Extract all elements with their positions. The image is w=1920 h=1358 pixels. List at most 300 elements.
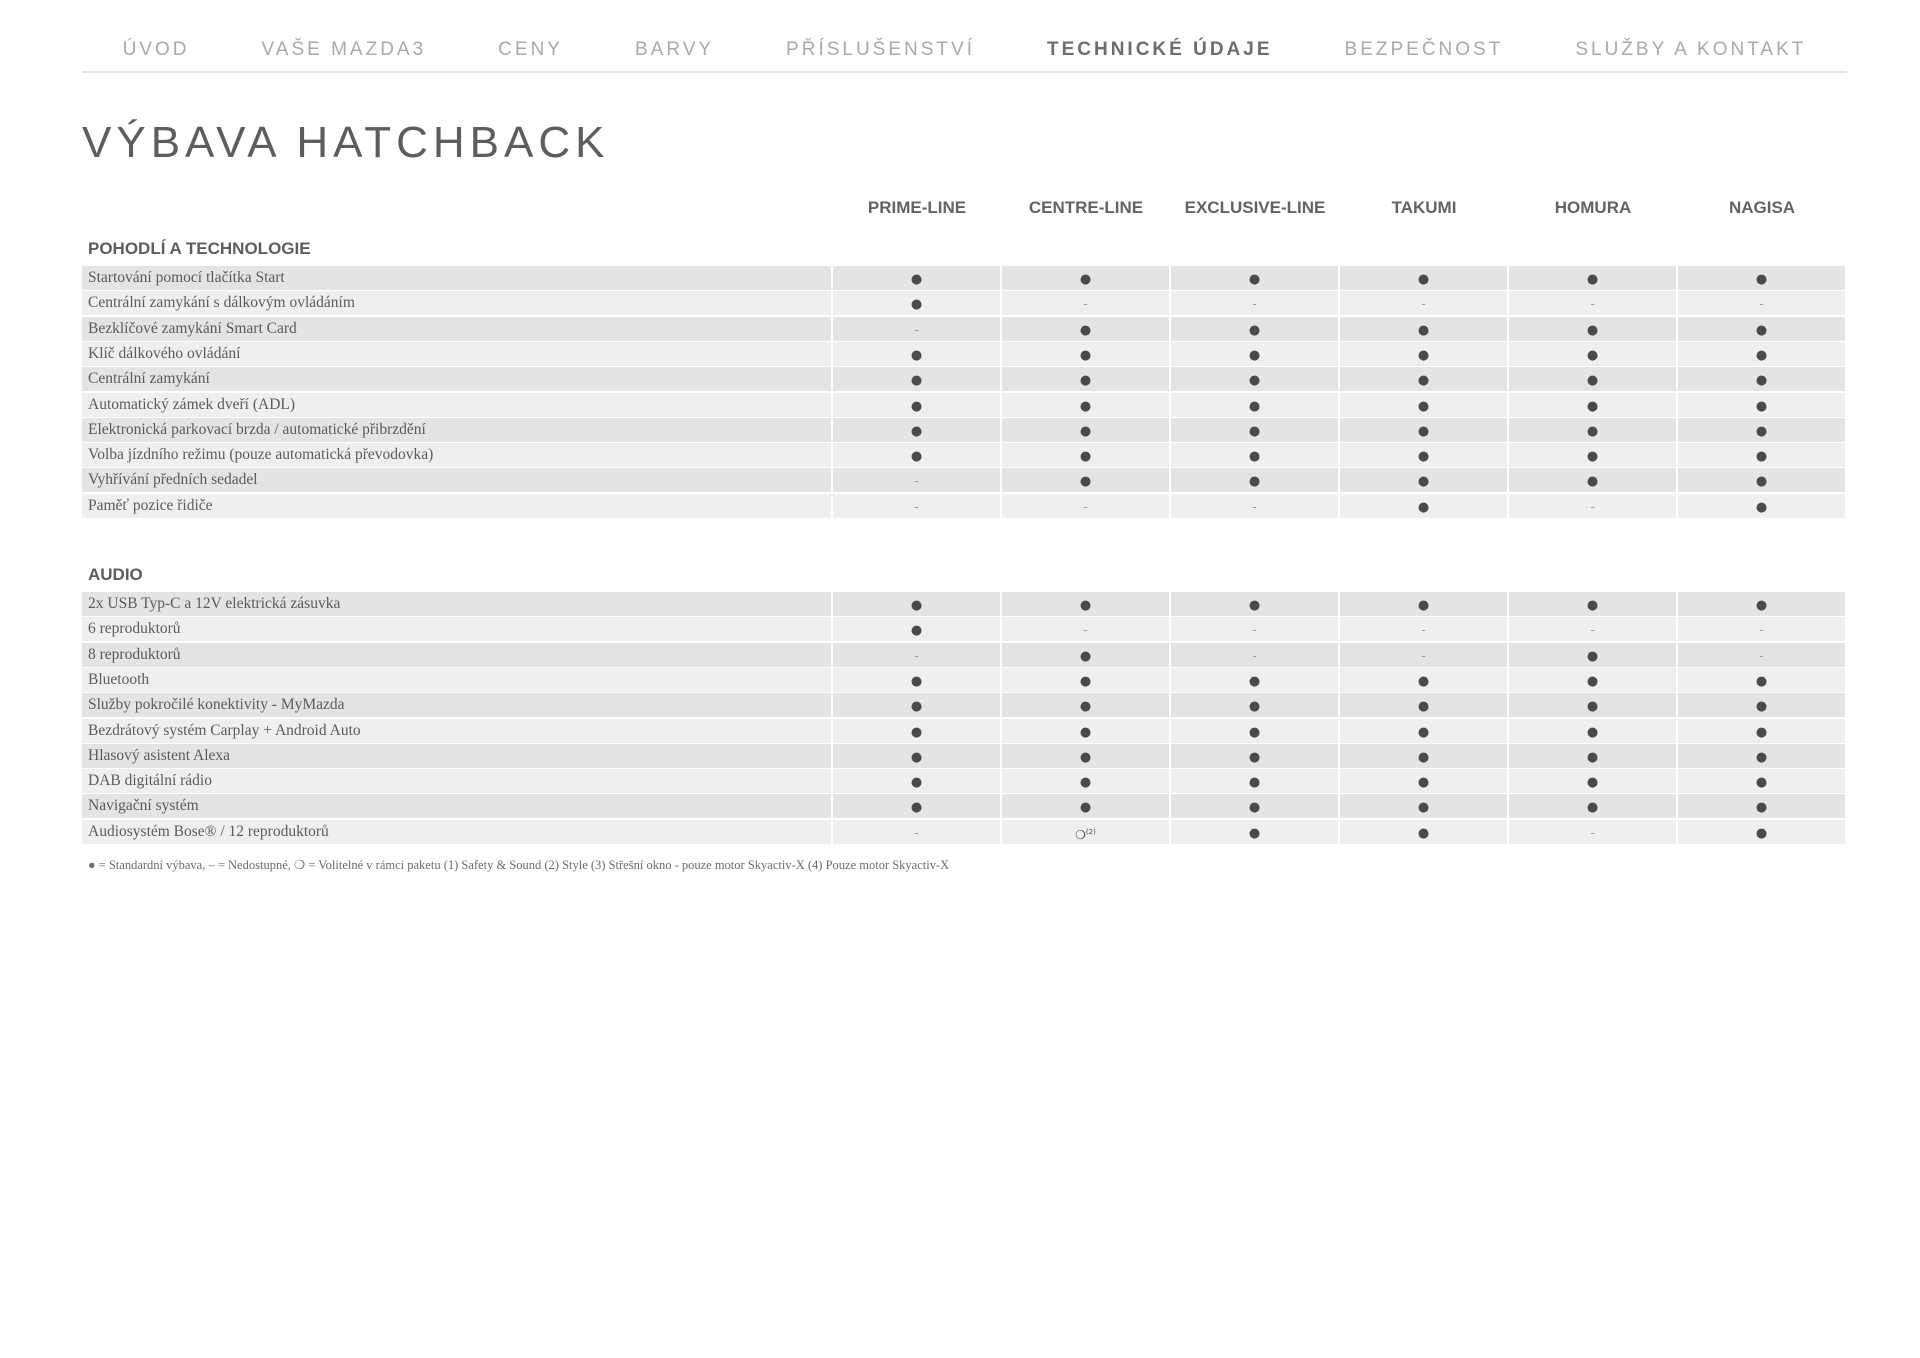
- standard-mark: [1340, 769, 1507, 793]
- filled-dot-icon: ●: [1079, 398, 1092, 414]
- filled-dot-icon: ●: [1586, 373, 1599, 389]
- filled-dot-icon: ●: [1079, 673, 1092, 689]
- unavailable-mark: [1002, 494, 1169, 518]
- standard-mark: [1340, 443, 1507, 467]
- standard-mark: [1002, 693, 1169, 717]
- standard-mark: [1678, 744, 1845, 768]
- filled-dot-icon: ●: [1755, 423, 1768, 439]
- standard-mark: [1509, 468, 1676, 492]
- dash-icon: -: [1252, 499, 1257, 514]
- standard-mark: [1002, 719, 1169, 743]
- standard-mark: [1678, 494, 1845, 518]
- unavailable-mark: [1509, 617, 1676, 641]
- filled-dot-icon: ●: [1248, 800, 1261, 816]
- filled-dot-icon: ●: [1586, 398, 1599, 414]
- row-label: Bluetooth: [82, 668, 831, 692]
- filled-dot-icon: ●: [1248, 322, 1261, 338]
- standard-mark: [833, 693, 1000, 717]
- table-row: [82, 494, 1847, 518]
- standard-mark: [1171, 317, 1338, 341]
- standard-mark: [1340, 393, 1507, 417]
- table-row: [82, 342, 1847, 366]
- filled-dot-icon: ●: [1248, 398, 1261, 414]
- filled-dot-icon: ●: [1248, 423, 1261, 439]
- filled-dot-icon: ●: [1248, 749, 1261, 765]
- standard-mark: [1171, 693, 1338, 717]
- page-title: VÝBAVA HATCHBACK: [82, 118, 610, 167]
- row-label: Automatický zámek dveří (ADL): [82, 393, 831, 417]
- standard-mark: [1678, 769, 1845, 793]
- standard-mark: [1002, 592, 1169, 616]
- dash-icon: -: [1590, 825, 1595, 840]
- standard-mark: [833, 291, 1000, 315]
- filled-dot-icon: ●: [1248, 598, 1261, 613]
- column-header-centre-line: CENTRE-LINE: [1028, 198, 1144, 217]
- filled-dot-icon: ●: [1079, 347, 1092, 363]
- filled-dot-icon: ●: [1248, 272, 1261, 287]
- column-headers: [82, 198, 1847, 224]
- standard-mark: [833, 744, 1000, 768]
- filled-dot-icon: ●: [1755, 699, 1768, 715]
- filled-dot-icon: ●: [1248, 373, 1261, 389]
- filled-dot-icon: ●: [1079, 373, 1092, 389]
- unavailable-mark: [1509, 291, 1676, 315]
- nav-item-barvy[interactable]: BARVY: [634, 38, 715, 60]
- filled-dot-icon: ●: [1079, 598, 1092, 613]
- filled-dot-icon: ●: [1417, 322, 1430, 338]
- section-title: AUDIO: [88, 565, 143, 584]
- standard-mark: [1678, 266, 1845, 290]
- filled-dot-icon: ●: [1248, 724, 1261, 740]
- section-title: POHODLÍ A TECHNOLOGIE: [88, 239, 311, 258]
- filled-dot-icon: ●: [1248, 775, 1261, 791]
- standard-mark: [1002, 367, 1169, 391]
- filled-dot-icon: ●: [1586, 474, 1599, 490]
- filled-dot-icon: ●: [1248, 673, 1261, 689]
- dash-icon: -: [1083, 499, 1088, 514]
- filled-dot-icon: ●: [1586, 272, 1599, 287]
- filled-dot-icon: ●: [910, 297, 923, 313]
- row-label: Navigační systém: [82, 794, 831, 818]
- standard-mark: [833, 794, 1000, 818]
- dash-icon: -: [1759, 648, 1764, 663]
- filled-dot-icon: ●: [1079, 699, 1092, 715]
- standard-mark: [833, 443, 1000, 467]
- unavailable-mark: [1171, 643, 1338, 667]
- unavailable-mark: [1171, 291, 1338, 315]
- filled-dot-icon: ●: [1417, 775, 1430, 791]
- dash-icon: -: [1759, 297, 1764, 312]
- filled-dot-icon: ●: [1755, 800, 1768, 816]
- standard-mark: [1171, 794, 1338, 818]
- dash-icon: -: [914, 322, 919, 337]
- standard-mark: [1171, 719, 1338, 743]
- filled-dot-icon: ●: [1417, 474, 1430, 490]
- standard-mark: [1340, 693, 1507, 717]
- standard-mark: [1340, 719, 1507, 743]
- standard-mark: [1509, 393, 1676, 417]
- filled-dot-icon: ●: [1417, 673, 1430, 689]
- row-label: Hlasový asistent Alexa: [82, 744, 831, 768]
- dash-icon: -: [1759, 623, 1764, 638]
- standard-mark: [833, 266, 1000, 290]
- standard-mark: [1678, 317, 1845, 341]
- standard-mark: [1171, 668, 1338, 692]
- table-row: [82, 617, 1847, 641]
- nav-item-ceny[interactable]: CENY: [498, 38, 563, 60]
- standard-mark: [1002, 342, 1169, 366]
- row-label: 6 reproduktorů: [82, 617, 831, 641]
- filled-dot-icon: ●: [1248, 825, 1261, 841]
- filled-dot-icon: ●: [1079, 449, 1092, 465]
- dash-icon: -: [914, 499, 919, 514]
- unavailable-mark: [1509, 494, 1676, 518]
- row-label: Centrální zamykání: [82, 367, 831, 391]
- standard-mark: [1002, 668, 1169, 692]
- filled-dot-icon: ●: [1079, 423, 1092, 439]
- dash-icon: -: [1083, 297, 1088, 312]
- standard-mark: [833, 617, 1000, 641]
- filled-dot-icon: ●: [1755, 775, 1768, 791]
- filled-dot-icon: ●: [1586, 699, 1599, 715]
- row-label: Audiosystém Bose® / 12 reproduktorů: [82, 820, 831, 844]
- dash-icon: -: [1421, 623, 1426, 638]
- table-row: [82, 592, 1847, 616]
- unavailable-mark: [833, 494, 1000, 518]
- standard-mark: [833, 769, 1000, 793]
- filled-dot-icon: ●: [1755, 347, 1768, 363]
- table-row: [82, 719, 1847, 743]
- table-row: [82, 393, 1847, 417]
- filled-dot-icon: ●: [1586, 322, 1599, 338]
- dash-icon: -: [1252, 648, 1257, 663]
- dash-icon: -: [1590, 623, 1595, 638]
- filled-dot-icon: ●: [1755, 724, 1768, 740]
- standard-mark: [1509, 317, 1676, 341]
- standard-mark: [1678, 342, 1845, 366]
- standard-mark: [1002, 744, 1169, 768]
- column-header-homura: HOMURA: [1554, 198, 1632, 217]
- nav-item-vaše-mazda3[interactable]: VAŠE MAZDA3: [261, 38, 427, 60]
- filled-dot-icon: ●: [1755, 598, 1768, 613]
- row-label: Klíč dálkového ovládání: [82, 342, 831, 366]
- optional-mark: [1002, 820, 1169, 844]
- filled-dot-icon: ●: [1079, 749, 1092, 765]
- standard-mark: [1171, 820, 1338, 844]
- filled-dot-icon: ●: [1586, 648, 1599, 664]
- standard-mark: [1509, 367, 1676, 391]
- filled-dot-icon: ●: [1586, 347, 1599, 363]
- top-navigation: [82, 28, 1847, 73]
- dash-icon: -: [914, 474, 919, 489]
- standard-mark: [1340, 744, 1507, 768]
- standard-mark: [1509, 443, 1676, 467]
- unavailable-mark: [1340, 643, 1507, 667]
- row-label: Centrální zamykání s dálkovým ovládáním: [82, 291, 831, 315]
- unavailable-mark: [1171, 494, 1338, 518]
- filled-dot-icon: ●: [1755, 449, 1768, 465]
- standard-mark: [1340, 317, 1507, 341]
- standard-mark: [1340, 794, 1507, 818]
- standard-mark: [1678, 443, 1845, 467]
- filled-dot-icon: ●: [1586, 800, 1599, 816]
- row-label: 8 reproduktorů: [82, 643, 831, 667]
- standard-mark: [1509, 592, 1676, 616]
- table-row: [82, 418, 1847, 442]
- filled-dot-icon: ●: [1248, 474, 1261, 490]
- dash-icon: -: [1252, 297, 1257, 312]
- standard-mark: [1171, 769, 1338, 793]
- filled-dot-icon: ●: [910, 398, 923, 414]
- standard-mark: [1340, 418, 1507, 442]
- filled-dot-icon: ●: [1755, 499, 1768, 515]
- unavailable-mark: [1340, 617, 1507, 641]
- filled-dot-icon: ●: [1755, 322, 1768, 338]
- standard-mark: [1002, 794, 1169, 818]
- dash-icon: -: [914, 648, 919, 663]
- standard-mark: [833, 367, 1000, 391]
- package-reference: (2): [1085, 827, 1096, 836]
- unavailable-mark: [1678, 291, 1845, 315]
- filled-dot-icon: ●: [1755, 749, 1768, 765]
- standard-mark: [1509, 418, 1676, 442]
- standard-mark: [1340, 592, 1507, 616]
- filled-dot-icon: ●: [1586, 449, 1599, 465]
- table-row: [82, 443, 1847, 467]
- filled-dot-icon: ●: [910, 347, 923, 363]
- filled-dot-icon: ●: [1755, 398, 1768, 414]
- table-row: [82, 820, 1847, 844]
- row-label: Elektronická parkovací brzda / automatické přibrzdění: [82, 418, 831, 442]
- standard-mark: [1171, 342, 1338, 366]
- unavailable-mark: [1002, 291, 1169, 315]
- standard-mark: [1340, 342, 1507, 366]
- standard-mark: [1678, 468, 1845, 492]
- standard-mark: [1002, 468, 1169, 492]
- standard-mark: [1002, 643, 1169, 667]
- filled-dot-icon: ●: [910, 449, 923, 465]
- standard-mark: [1678, 393, 1845, 417]
- filled-dot-icon: ●: [1417, 749, 1430, 765]
- table-row: [82, 468, 1847, 492]
- standard-mark: [1171, 367, 1338, 391]
- filled-dot-icon: ●: [1079, 322, 1092, 338]
- filled-dot-icon: ●: [1417, 724, 1430, 740]
- filled-dot-icon: ●: [1417, 347, 1430, 363]
- standard-mark: [1171, 393, 1338, 417]
- column-header-takumi: TAKUMI: [1391, 198, 1457, 217]
- table-row: [82, 769, 1847, 793]
- unavailable-mark: [833, 468, 1000, 492]
- filled-dot-icon: ●: [1586, 775, 1599, 791]
- standard-mark: [1340, 820, 1507, 844]
- table-row: [82, 291, 1847, 315]
- standard-mark: [1002, 769, 1169, 793]
- unavailable-mark: [1678, 617, 1845, 641]
- row-label: Startování pomocí tlačítka Start: [82, 266, 831, 290]
- dash-icon: -: [1083, 623, 1088, 638]
- legend-footnote: ● = Standardní výbava, – = Nedostupné, ❍ = Volitelné v rámci paketu (1) Safety & Sound (2) Style (3) Střešní okno - pouze motor Skyactiv-X (4) Pouze motor Skyactiv-X: [88, 858, 950, 872]
- filled-dot-icon: ●: [1417, 373, 1430, 389]
- row-label: 2x USB Typ-C a 12V elektrická zásuvka: [82, 592, 831, 616]
- filled-dot-icon: ●: [1417, 398, 1430, 414]
- filled-dot-icon: ●: [1248, 699, 1261, 715]
- filled-dot-icon: ●: [910, 598, 923, 613]
- standard-mark: [1171, 592, 1338, 616]
- filled-dot-icon: ●: [1755, 474, 1768, 490]
- filled-dot-icon: ●: [1586, 749, 1599, 765]
- table-row: [82, 744, 1847, 768]
- filled-dot-icon: ●: [910, 373, 923, 389]
- table-row: [82, 643, 1847, 667]
- filled-dot-icon: ●: [1755, 673, 1768, 689]
- row-label: Vyhřívání předních sedadel: [82, 468, 831, 492]
- filled-dot-icon: ●: [910, 673, 923, 689]
- filled-dot-icon: ●: [1417, 598, 1430, 613]
- standard-mark: [833, 393, 1000, 417]
- standard-mark: [1678, 418, 1845, 442]
- filled-dot-icon: ●: [910, 800, 923, 816]
- standard-mark: [1678, 367, 1845, 391]
- unavailable-mark: [833, 820, 1000, 844]
- standard-mark: [1171, 468, 1338, 492]
- dash-icon: -: [1252, 623, 1257, 638]
- filled-dot-icon: ●: [1586, 423, 1599, 439]
- filled-dot-icon: ●: [1755, 272, 1768, 287]
- filled-dot-icon: ●: [1079, 648, 1092, 664]
- table-row: [82, 266, 1847, 290]
- standard-mark: [1171, 744, 1338, 768]
- nav-item-bezpečnost[interactable]: BEZPEČNOST: [1344, 38, 1504, 60]
- unavailable-mark: [833, 317, 1000, 341]
- standard-mark: [1340, 367, 1507, 391]
- row-label: Paměť pozice řidiče: [82, 494, 831, 518]
- dash-icon: -: [1590, 499, 1595, 514]
- standard-mark: [1002, 317, 1169, 341]
- standard-mark: [1509, 342, 1676, 366]
- filled-dot-icon: ●: [1417, 499, 1430, 515]
- standard-mark: [833, 668, 1000, 692]
- nav-item-příslušenství[interactable]: PŘÍSLUŠENSTVÍ: [786, 38, 975, 60]
- unavailable-mark: [1340, 291, 1507, 315]
- standard-mark: [1509, 744, 1676, 768]
- filled-dot-icon: ●: [1079, 800, 1092, 816]
- standard-mark: [1678, 668, 1845, 692]
- column-header-prime-line: PRIME-LINE: [867, 198, 967, 217]
- standard-mark: [1509, 266, 1676, 290]
- table-row: [82, 668, 1847, 692]
- standard-mark: [1509, 693, 1676, 717]
- dash-icon: -: [914, 825, 919, 840]
- standard-mark: [1678, 794, 1845, 818]
- standard-mark: [1340, 468, 1507, 492]
- table-row: [82, 794, 1847, 818]
- row-label: DAB digitální rádio: [82, 769, 831, 793]
- standard-mark: [1002, 266, 1169, 290]
- standard-mark: [1678, 820, 1845, 844]
- row-label: Bezdrátový systém Carplay + Android Auto: [82, 719, 831, 743]
- unavailable-mark: [1678, 643, 1845, 667]
- filled-dot-icon: ●: [1248, 347, 1261, 363]
- row-label: Bezklíčové zamykání Smart Card: [82, 317, 831, 341]
- standard-mark: [1509, 668, 1676, 692]
- dash-icon: -: [1421, 297, 1426, 312]
- filled-dot-icon: ●: [1586, 673, 1599, 689]
- unavailable-mark: [833, 643, 1000, 667]
- filled-dot-icon: ●: [1417, 449, 1430, 465]
- standard-mark: [1509, 719, 1676, 743]
- column-header-nagisa: NAGISA: [1728, 198, 1796, 217]
- filled-dot-icon: ●: [1417, 272, 1430, 287]
- standard-mark: [1002, 393, 1169, 417]
- table-row: [82, 367, 1847, 391]
- standard-mark: [833, 418, 1000, 442]
- filled-dot-icon: ●: [910, 749, 923, 765]
- optional-circle-icon: ❍$^{(2)}$: [1075, 827, 1096, 842]
- filled-dot-icon: ●: [1586, 598, 1599, 613]
- standard-mark: [1171, 418, 1338, 442]
- nav-item-úvod[interactable]: ÚVOD: [122, 38, 190, 60]
- unavailable-mark: [1171, 617, 1338, 641]
- standard-mark: [1171, 266, 1338, 290]
- filled-dot-icon: ●: [1586, 724, 1599, 740]
- dash-icon: -: [1590, 297, 1595, 312]
- standard-mark: [1678, 592, 1845, 616]
- standard-mark: [1340, 668, 1507, 692]
- filled-dot-icon: ●: [910, 272, 923, 287]
- standard-mark: [1340, 494, 1507, 518]
- filled-dot-icon: ●: [1079, 724, 1092, 740]
- filled-dot-icon: ●: [910, 699, 923, 715]
- filled-dot-icon: ●: [1417, 699, 1430, 715]
- standard-mark: [833, 342, 1000, 366]
- row-label: Služby pokročilé konektivity - MyMazda: [82, 693, 831, 717]
- filled-dot-icon: ●: [1417, 800, 1430, 816]
- nav-item-technické-údaje[interactable]: TECHNICKÉ ÚDAJE: [1046, 38, 1273, 60]
- standard-mark: [833, 592, 1000, 616]
- filled-dot-icon: ●: [1417, 423, 1430, 439]
- table-row: [82, 693, 1847, 717]
- standard-mark: [1678, 693, 1845, 717]
- standard-mark: [1002, 443, 1169, 467]
- filled-dot-icon: ●: [1079, 474, 1092, 490]
- standard-mark: [1340, 266, 1507, 290]
- standard-mark: [833, 719, 1000, 743]
- filled-dot-icon: ●: [1248, 449, 1261, 465]
- row-label: Volba jízdního režimu (pouze automatická převodovka): [82, 443, 831, 467]
- filled-dot-icon: ●: [1417, 825, 1430, 841]
- filled-dot-icon: ●: [1755, 373, 1768, 389]
- standard-mark: [1002, 418, 1169, 442]
- dash-icon: -: [1421, 648, 1426, 663]
- filled-dot-icon: ●: [910, 775, 923, 791]
- standard-mark: [1509, 794, 1676, 818]
- standard-mark: [1678, 719, 1845, 743]
- standard-mark: [1509, 643, 1676, 667]
- filled-dot-icon: ●: [910, 724, 923, 740]
- unavailable-mark: [1002, 617, 1169, 641]
- filled-dot-icon: ●: [910, 423, 923, 439]
- unavailable-mark: [1509, 820, 1676, 844]
- table-row: [82, 317, 1847, 341]
- column-header-exclusive-line: EXCLUSIVE-LINE: [1184, 198, 1326, 217]
- standard-mark: [1509, 769, 1676, 793]
- standard-mark: [1171, 443, 1338, 467]
- nav-item-služby-a-kontakt[interactable]: SLUŽBY A KONTAKT: [1575, 38, 1807, 60]
- filled-dot-icon: ●: [1079, 775, 1092, 791]
- filled-dot-icon: ●: [910, 623, 923, 639]
- filled-dot-icon: ●: [1079, 272, 1092, 287]
